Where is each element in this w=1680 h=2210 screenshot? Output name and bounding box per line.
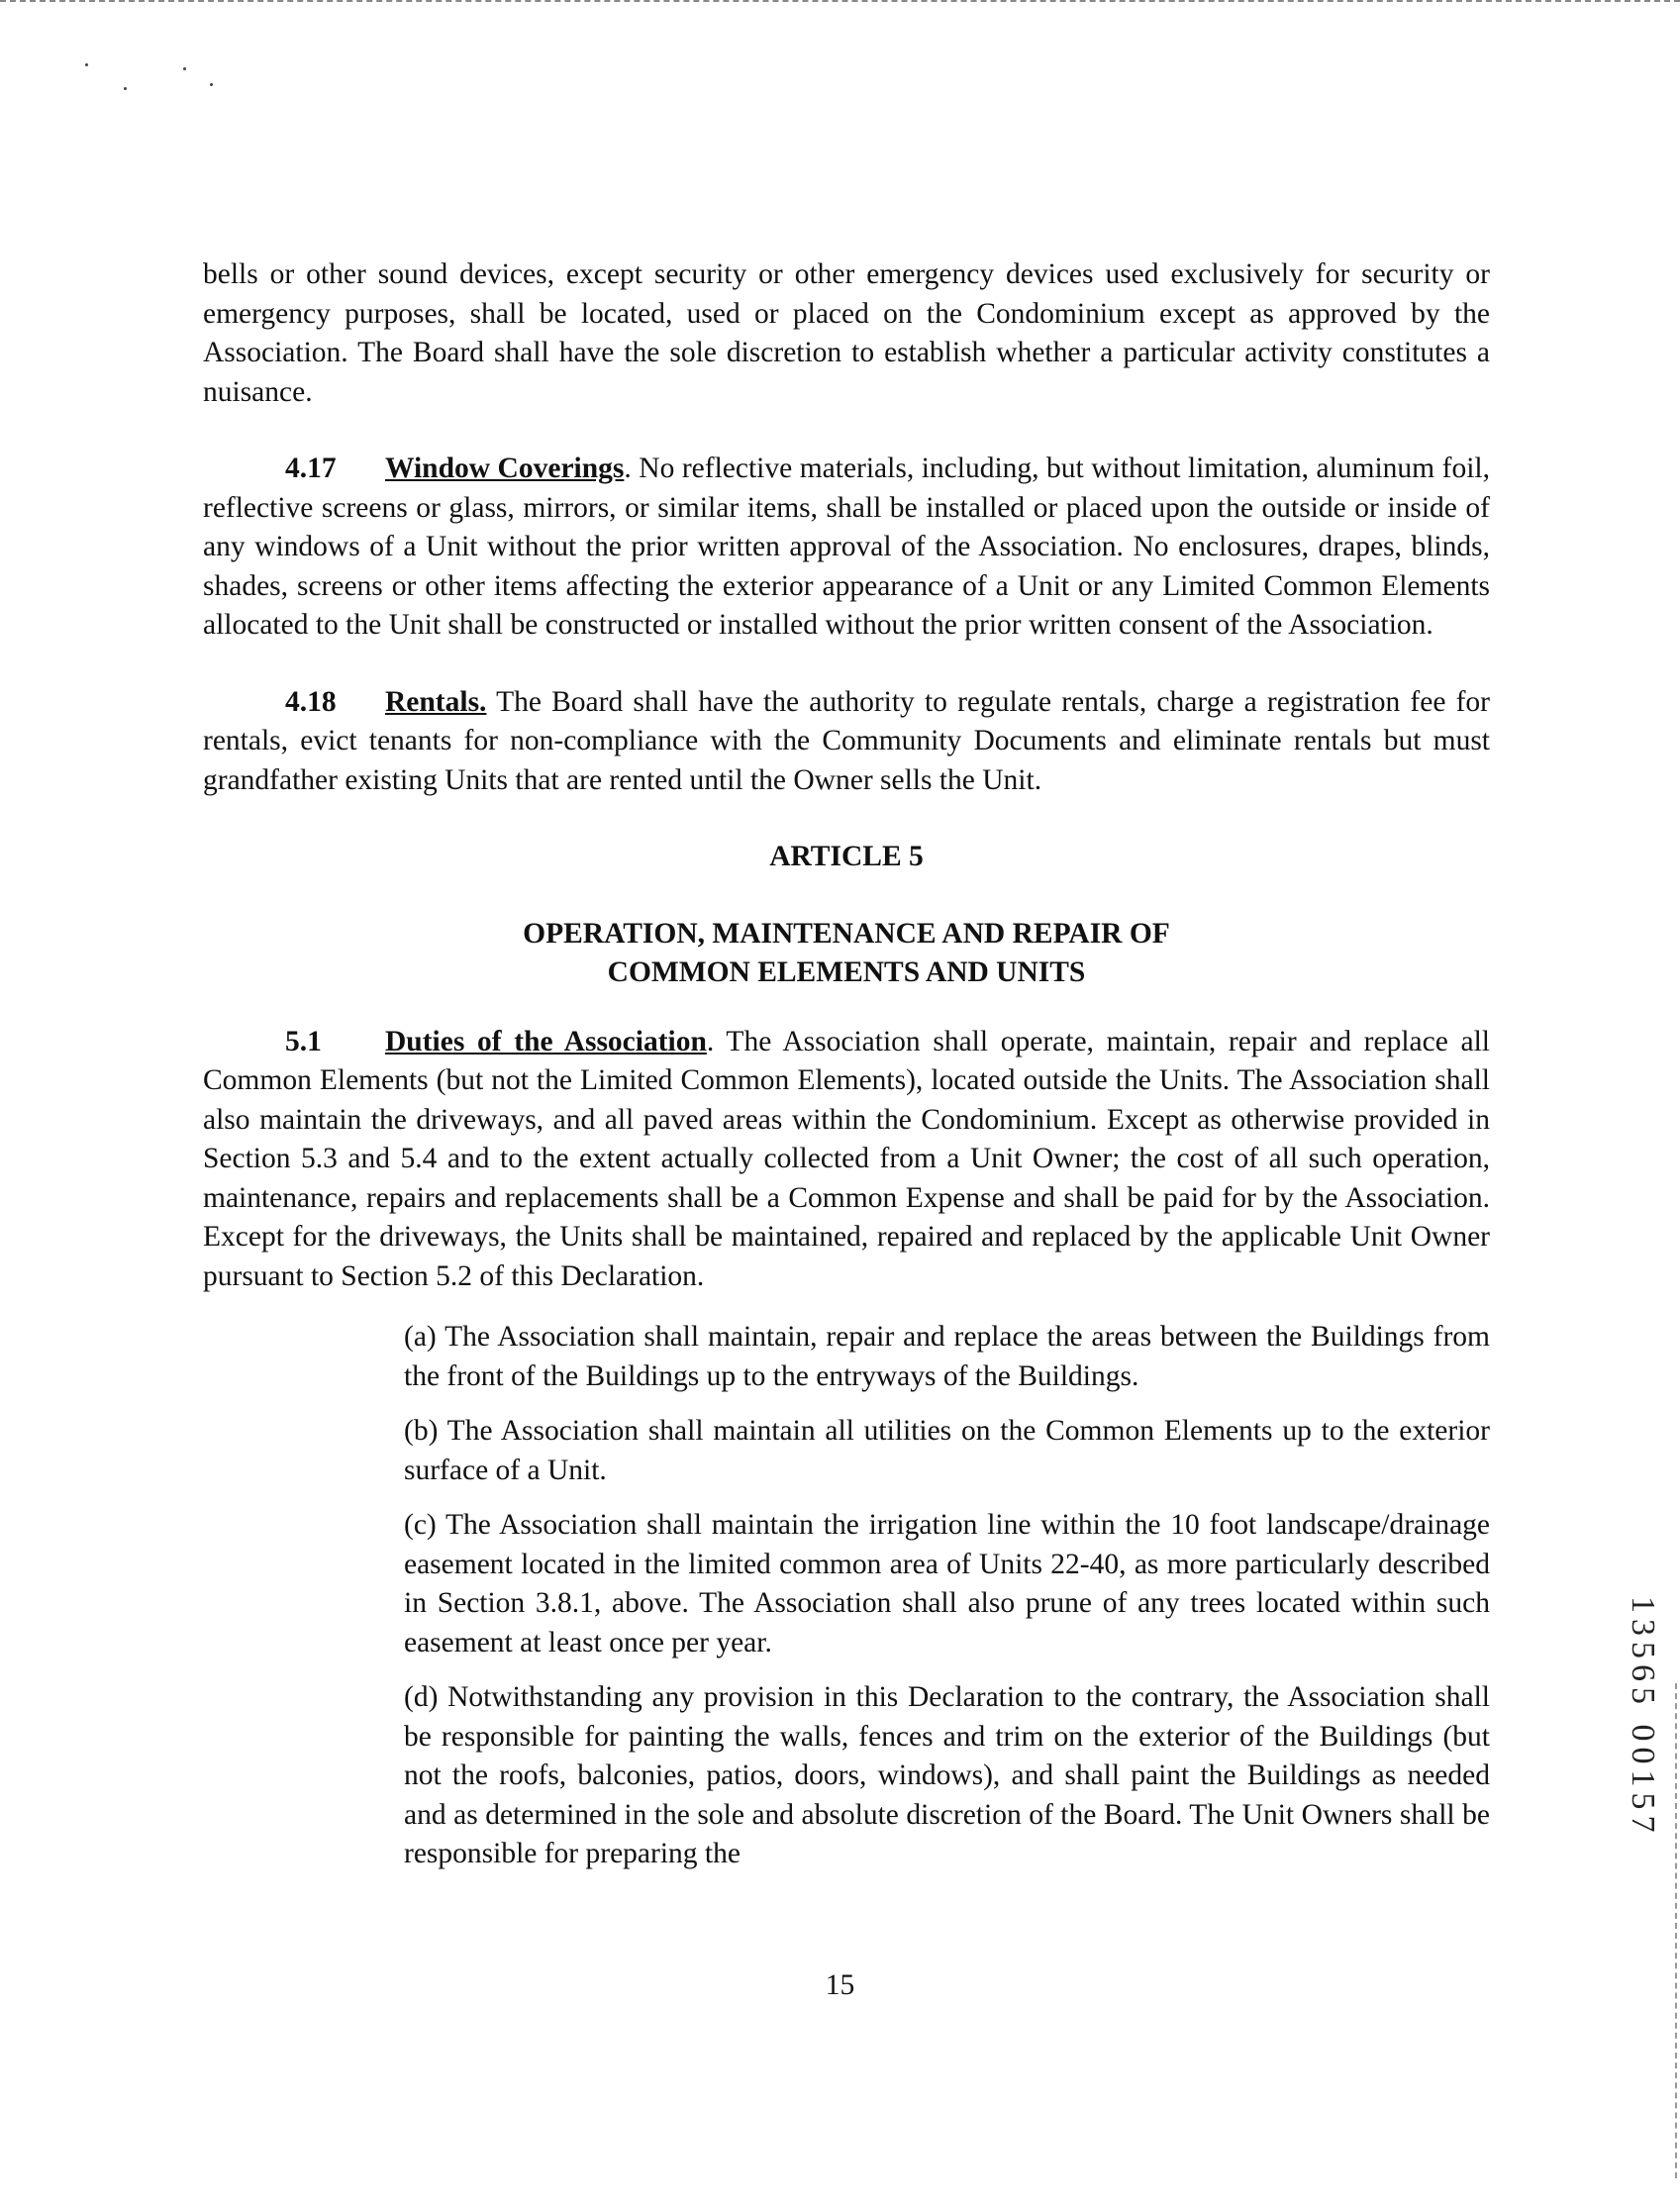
section-title: Duties of the Association <box>385 1025 707 1057</box>
article-title <box>203 915 1490 993</box>
scan-speck <box>124 87 127 90</box>
subsection-b: (b) The Association shall maintain all utilities on the Common Elements up to the exterior surface of a Unit. <box>404 1415 1490 1486</box>
section-body: The Board shall have the authority to regulate rentals, charge a registration fee for rentals, evict tenants for non-compliance with the Community Documents and eliminate rentals but must grandfather existing Units that are rented until the Owner sells the Unit. <box>203 685 1490 796</box>
section-number: 4.17 <box>285 452 337 484</box>
scan-speck <box>183 67 186 70</box>
scan-speck <box>210 83 213 86</box>
section-body: . No reflective materials, including, but without limitation, aluminum foil, reflective screens or glass, mirrors, or similar items, shall be installed or placed upon the outside or inside of any windows of a Unit without the prior written approval of the Association. No enclosures, drapes, blinds, shades, screens or other items affecting the exterior appearance of a Unit or any Limited Common Elements allocated to the Unit shall be constructed or installed without the prior written consent of the Association. <box>203 452 1490 641</box>
scan-top-edge <box>0 0 1680 5</box>
subsection-d: (d) Notwithstanding any provision in this Declaration to the contrary, the Association shall be responsible for painting the walls, fences and trim on the exterior of the Buildings (but not the roofs, balconies, patios, doors, windows), and shall paint the Buildings as needed and as determined in the sole and absolute discretion of the Board. The Unit Owners shall be responsible for preparing the <box>404 1681 1490 1869</box>
section-4-17 <box>203 450 1490 646</box>
subsection-c: (c) The Association shall maintain the irrigation line within the 10 foot landscape/drainage easement located in the limited common area of Units 22-40, as more particularly described in Section 3.8.1, above. The Association shall also prune of any trees located within such easement at least once per year. <box>404 1509 1490 1658</box>
document-page <box>203 255 1490 1890</box>
article-title-line: COMMON ELEMENTS AND UNITS <box>607 956 1086 988</box>
margin-stamp: 13565 00157 <box>1625 1596 1661 1839</box>
page-number: 15 <box>825 1969 855 2001</box>
section-title: Window Coverings <box>385 452 625 484</box>
section-body: . The Association shall operate, maintain, repair and replace all Common Elements (but not the Limited Common Elements), located outside the Units. The Association shall also maintain the driveways, and all paved areas within the Condominium. Except as otherwise provided in Section 5.3 and 5.4 and to the extent actually collected from a Unit Owner; the cost of all such operation, maintenance, repairs and replacements shall be a Common Expense and shall be paid for by the Association. Except for the driveways, the Units shall be maintained, repaired and replaced by the applicable Unit Owner pursuant to Section 5.2 of this Declaration. <box>203 1025 1490 1292</box>
continuation-paragraph: bells or other sound devices, except security or other emergency devices used exclusively for security or emergency purposes, shall be located, used or placed on the Condominium except as approved by the Association. The Board shall have the sole discretion to establish whether a particular activity constitutes a nuisance. <box>203 258 1490 408</box>
section-number: 5.1 <box>285 1025 322 1057</box>
scan-right-edge <box>1675 1683 1677 2178</box>
section-5-1 <box>203 1023 1490 1297</box>
article-title-line: OPERATION, MAINTENANCE AND REPAIR OF <box>523 917 1170 950</box>
article-heading: ARTICLE 5 <box>769 841 924 872</box>
section-number: 4.18 <box>285 685 337 718</box>
section-title: Rentals. <box>385 685 487 718</box>
scan-speck <box>85 63 88 66</box>
subsection-a: (a) The Association shall maintain, repair and replace the areas between the Buildings from the front of the Buildings up to the entryways of the Buildings. <box>404 1321 1490 1392</box>
section-4-18 <box>203 683 1490 801</box>
